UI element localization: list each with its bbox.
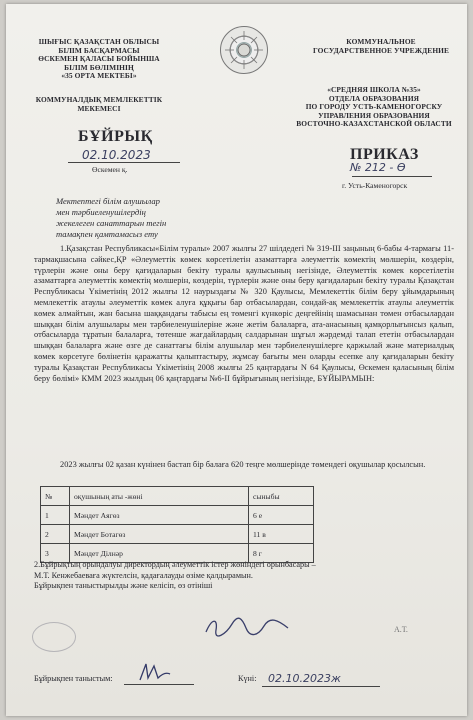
table-header-cell: № — [41, 487, 70, 506]
table-cell: 2 — [41, 525, 70, 544]
header-right-type-line: КОММУНАЛЬНОЕ — [346, 37, 416, 46]
state-emblem-icon — [220, 26, 268, 74]
order-title-ru: ПРИКАЗ — [350, 146, 419, 163]
header-left-org — [24, 38, 174, 81]
table-row — [41, 525, 314, 544]
order-line: 2023 жылғы 02 қазан күнінен бастап бір балаға 620 теңге мөлшерінде төмендегі оқушылар қосылсын. — [60, 460, 426, 469]
header-right-line: ОТДЕЛА ОБРАЗОВАНИЯ — [328, 93, 420, 103]
table-header-row — [41, 487, 314, 506]
header-right-type-line: ГОСУДАРСТВЕННОЕ УЧРЕЖДЕНИЕ — [312, 45, 450, 55]
header-left-line: ШЫҒЫС ҚАЗАҚСТАН ОБЛЫСЫ — [38, 37, 160, 46]
table-cell: Мәндет Ботагөз — [70, 525, 249, 544]
acquainted-signature — [134, 660, 174, 689]
order-date: 02.10.2023 — [82, 148, 151, 162]
order-city-kz: Өскемен қ. — [92, 165, 128, 174]
subject-line: мен тәрбиеленушілердің — [56, 207, 146, 217]
acquainted-date-label: Күні: — [238, 674, 257, 683]
header-left-line: БІЛІМ БАСҚАРМАСЫ — [58, 45, 140, 55]
header-left-org-type — [24, 96, 174, 113]
signer-name: А.Т. — [394, 625, 408, 634]
table-cell: 6 е — [249, 506, 314, 525]
header-right-line: УПРАВЛЕНИЯ ОБРАЗОВАНИЯ — [318, 110, 430, 120]
header-left-line: ӨСКЕМЕН ҚАЛАСЫ БОЙЫНША — [38, 54, 160, 64]
header-right-line: «СРЕДНЯЯ ШКОЛА №35» — [327, 85, 421, 94]
header-left-line: «35 ОРТА МЕКТЕБІ» — [61, 71, 137, 81]
footer-line: 2.Бұйрықтың орындалуы директордың әлеуметтік істер жөніндегі орынбасары – — [34, 560, 316, 569]
table-cell: Мәндет Аягөз — [70, 506, 249, 525]
order-city-ru: г. Усть-Каменогорск — [342, 181, 408, 190]
table-cell: Мәндет Ділнәр — [70, 544, 249, 563]
header-right-org-type — [306, 38, 456, 55]
subject-line: тамақпен қамтамасыз ету — [56, 229, 158, 239]
acquainted-label: Бұйрықпен таныстым: — [34, 674, 113, 683]
footer-block — [34, 560, 454, 592]
table-row — [41, 506, 314, 525]
students-table — [40, 486, 314, 563]
acquainted-date: 02.10.2023ж — [268, 672, 341, 685]
order-body-paragraph: 1.Қазақстан Республикасы«Білім туралы» 2007 жылғы 27 шілдедегі № 319-ІІІ заңының 6-бабы 4-тармағы 11-тармақшасына сәйкес,ҚР «Әлеуметтік көмек көрсетілетін азаматтарға әлеуметтік көмектің мөлшерін, көздерін, түрлерін және оны беру қағидаларын бекіту туралы қаулысының негізінде, Әлеуметтік көмек көрсетілетін азаматтарға әлеуметтік көмектің мөлшерін, көздерін, түрлерін және оны беру қағидаларын бекіту туралы Қазақстан Республикасы Үкіметінің 2012 жылғы 12 наурыздағы № 320 Қаулысы, Мемлекеттік білім беру ұйымдарының мемлекеттік атаулы әлеуметтік көмек алуға құқығы бар отбасылардан, сондай-ақ мемлекеттік атаулы әлеуметтік көмек алмайтын, жан басына шаққандағы табысы ең төменгі күнкөріс деңгейінің шамасынан төмен отбасылардан шыққан білім алушылары мен тәрбиеленушілеріне және жетім балаларға, ата-анасының қамқорлығынсыз қалып, отбасыларда тұратын балаларға, төтенше жағдайлардың салдарынан шұғыл жәрдемді талап ететін отбасылардан шыққан балаларға және өзге де санаттағы білім алушылар мен тәрбиеленушілерге қаржылай және материалдық көмек көрсетуге бөлінетін қаражатты қалыптастыру, жұмсау бағыты мен оларды есепке алу қағидаларын бекіту туралы Қазақстан Республикасы Үкіметінің 2008 жылғы 25 қаңтардағы N 64 Қаулысы, Өскемен қаласының білім беру бөлімі» КММ 2023 жылдың 06 қаңтардағы №6-ІІ бұйрығының негізінде, БҰЙЫРАМЫН: — [34, 244, 454, 383]
header-left-line: БІЛІМ БӨЛІМІНІҢ — [64, 62, 134, 72]
header-left-type-line: МЕКЕМЕСІ — [77, 103, 121, 113]
subject-line: Мектептегі білім алушылар — [56, 196, 160, 206]
document-page — [6, 4, 467, 716]
subject-line: жекелеген санаттарын тегін — [56, 218, 167, 228]
header-left-type-line: КОММУНАЛДЫҚ МЕМЛЕКЕТТІК — [35, 95, 163, 104]
footer-line: Бұйрықпен таныстырылды және келісіп, өз отініші — [34, 581, 213, 590]
table-header-cell: оқушының аты -жөні — [70, 487, 249, 506]
table-header-cell: сыныбы — [249, 487, 314, 506]
acquainted-date-line — [262, 686, 380, 687]
header-right-line: ВОСТОЧНО-КАЗАХСТАНСКОЙ ОБЛАСТИ — [296, 119, 452, 129]
stamp-seal-icon — [32, 622, 76, 652]
order-subject — [56, 196, 256, 240]
order-number: № 212 - Ө — [350, 161, 406, 174]
director-signature — [202, 614, 292, 645]
order-number-line — [352, 176, 432, 177]
header-right-org — [288, 86, 460, 129]
table-cell: 3 — [41, 544, 70, 563]
table-cell: 8 г — [249, 544, 314, 563]
header-right-line: ПО ГОРОДУ УСТЬ-КАМЕНОГОРСКУ — [305, 102, 443, 112]
table-cell: 1 — [41, 506, 70, 525]
order-date-line — [68, 162, 180, 163]
table-cell: 11 в — [249, 525, 314, 544]
footer-line: М.Т. Кенжебаеваға жүктелсін, қадағалауды өзіме қалдырамын. — [34, 570, 253, 580]
order-title-kz: БҰЙРЫҚ — [78, 128, 153, 145]
